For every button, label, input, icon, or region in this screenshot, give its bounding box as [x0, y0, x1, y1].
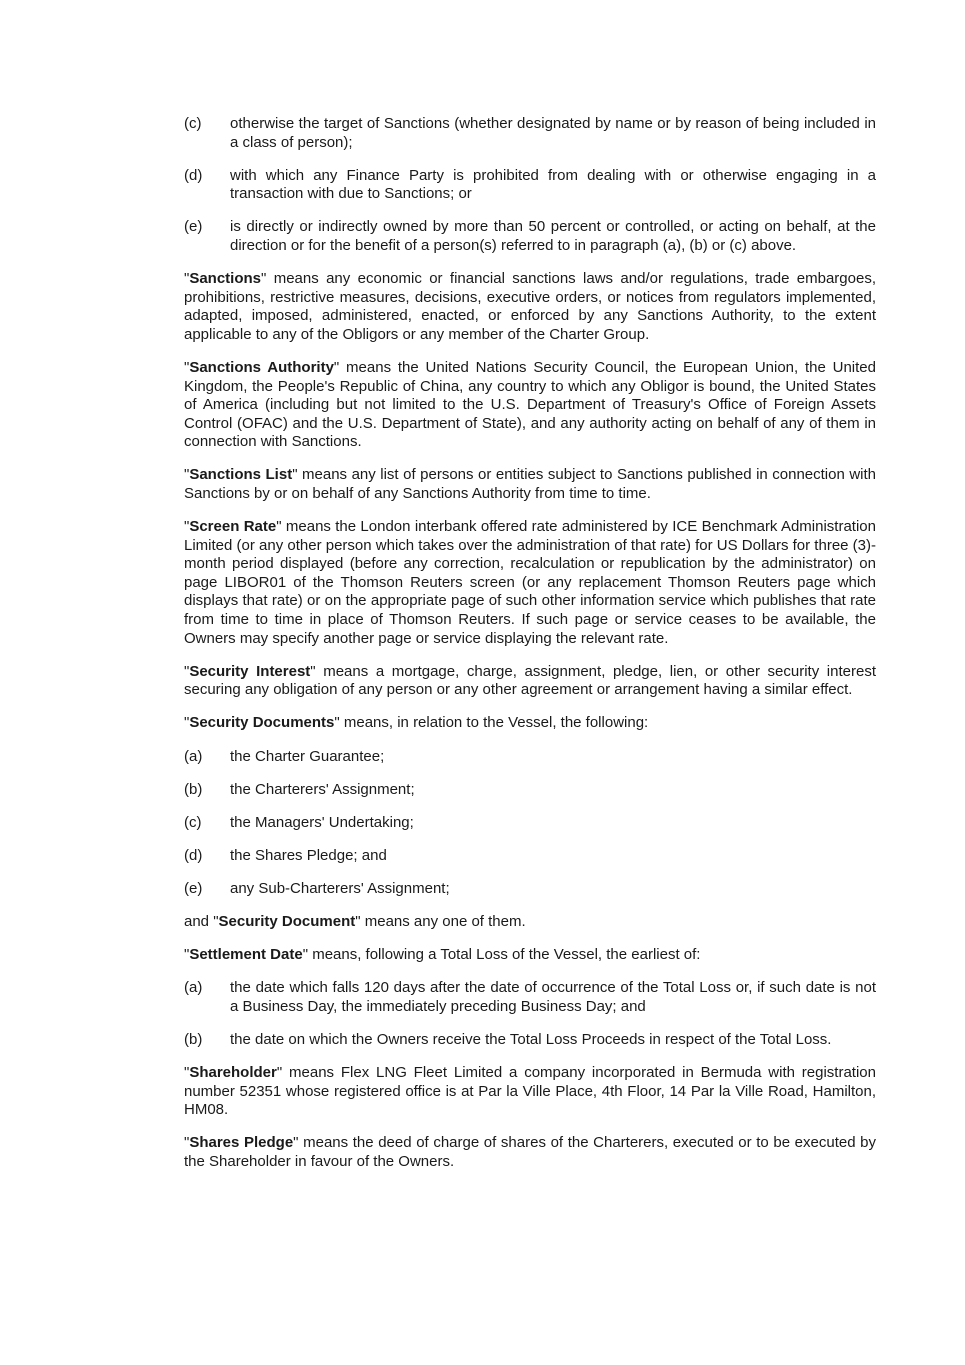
item-text: the Shares Pledge; and [230, 846, 387, 864]
defined-term: Shareholder [189, 1063, 277, 1081]
item-label: (d) [184, 846, 203, 864]
item-text: with which any Finance Party is prohibited from dealing with or otherwise engaging in a transaction with due to Sanctions; or [230, 166, 876, 203]
security-document-item-d [184, 847, 876, 866]
defined-term: Settlement Date [189, 946, 303, 964]
definition-sanctions-authority: "Sanctions Authority" means the United Nations Security Council, the European Union, the United Kingdom, the People's Republic of China, any country to which any Obligor is bound, the United States of America (including but not limited to the U.S. Department of Treasury's Office of Foreign Assets Control (OFAC) and the U.S. Department of State), and any authority acting on behalf of any of them in connection with Sanctions. [184, 358, 876, 451]
definition-sanctions-list: "Sanctions List" means any list of persons or entities subject to Sanctions published in connection with Sanctions by or on behalf of any Sanctions Authority from time to time. [184, 466, 876, 502]
security-document-item-b [184, 781, 876, 800]
defined-term: Sanctions List [189, 466, 293, 484]
item-text: is directly or indirectly owned by more than 50 percent or controlled, or acting on behalf, at the direction or for the benefit of a person(s) referred to in paragraph (a), (b) or (c) above. [230, 218, 876, 254]
defined-term: Sanctions Authority [189, 358, 334, 376]
item-text: the Charterers' Assignment; [230, 780, 415, 798]
item-text: the date on which the Owners receive the Total Loss Proceeds in respect of the Total Loss. [230, 1030, 832, 1048]
item-text: the Charter Guarantee; [230, 747, 385, 765]
definition-settlement-date: "Settlement Date" means, following a Total Loss of the Vessel, the earliest of: [184, 946, 701, 964]
defined-term: Screen Rate [189, 518, 277, 536]
item-label: (d) [184, 166, 203, 184]
defined-term: Security Document [218, 913, 356, 930]
settlement-date-item-b [184, 1031, 876, 1050]
item-text: any Sub-Charterers' Assignment; [230, 879, 450, 897]
definition-security-interest: "Security Interest" means a mortgage, charge, assignment, pledge, lien, or other security interest securing any obligation of any person or any other agreement or arrangement having a similar effect. [184, 662, 876, 699]
item-label: (c) [184, 813, 202, 831]
item-label: (a) [184, 747, 203, 765]
definition-security-documents: "Security Documents" means, in relation to the Vessel, the following: [184, 714, 649, 732]
item-text: the Managers' Undertaking; [230, 813, 414, 831]
definition-security-document: and "Security Document" means any one of them. [184, 913, 526, 930]
item-label: (b) [184, 1030, 203, 1048]
security-document-item-e [184, 880, 876, 899]
definition-shareholder: "Shareholder" means Flex LNG Fleet Limited a company incorporated in Bermuda with registration number 52351 whose registered office is at Par la Ville Place, 4th Floor, 14 Par la Ville Road, Hamilton, HM08. [184, 1063, 876, 1119]
defined-term: Shares Pledge [189, 1134, 294, 1152]
defined-term: Sanctions [189, 270, 262, 288]
item-text: the date which falls 120 days after the date of occurrence of the Total Loss or, if such date is not a Business Day, the immediately preceding Business Day; and [230, 979, 876, 1015]
list-item-e [184, 218, 876, 255]
list-item-c [184, 115, 876, 152]
document-page [184, 115, 876, 1186]
item-label: (e) [184, 218, 203, 236]
definition-sanctions: "Sanctions" means any economic or financial sanctions laws and/or regulations, trade embargoes, prohibitions, restrictive measures, decisions, executive orders, or notices from regulators implemented, adapted, imposed, administered, enacted, or enforced by any Sanctions Authority, to the extent applicable to any of the Obligors or any member of the Charter Group. [184, 270, 876, 343]
security-document-item-a [184, 748, 876, 767]
list-item-d [184, 167, 876, 204]
defined-term: Security Documents [189, 714, 335, 732]
defined-term: Security Interest [189, 662, 311, 680]
security-document-item-c [184, 814, 876, 833]
item-text: otherwise the target of Sanctions (whether designated by name or by reason of being included in a class of person); [230, 115, 876, 151]
item-label: (e) [184, 879, 203, 897]
item-label: (c) [184, 115, 202, 132]
definition-shares-pledge: "Shares Pledge" means the deed of charge of shares of the Charterers, executed or to be executed by the Shareholder in favour of the Owners. [184, 1134, 877, 1170]
item-label: (a) [184, 979, 203, 997]
definition-screen-rate: "Screen Rate" means the London interbank offered rate administered by ICE Benchmark Administration Limited (or any other person which takes over the administration of that rate) for US Dollars for three (3)-month period displayed (before any correction, recalculation or republication by the administrator) on page LIBOR01 of the Thomson Reuters screen (or any replacement Thomson Reuters page which displays that rate) or on the appropriate page of such other information service which publishes that rate from time to time in place of Thomson Reuters. If such page or service ceases to be available, the Owners may specify another page or service displaying the relevant rate. [184, 518, 876, 647]
settlement-date-item-a [184, 979, 876, 1016]
item-label: (b) [184, 780, 203, 798]
